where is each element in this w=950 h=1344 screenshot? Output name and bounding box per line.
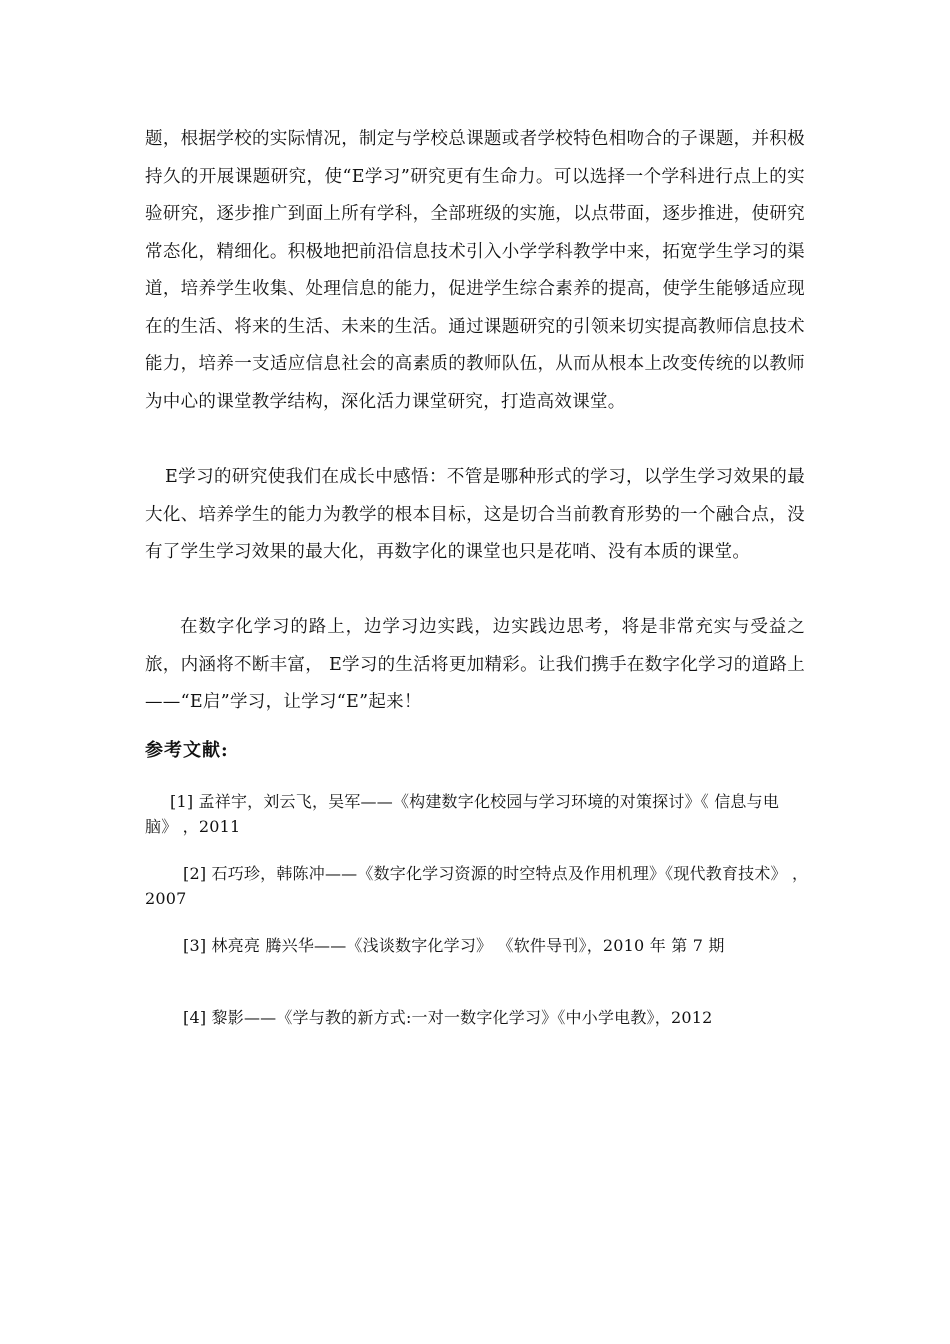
body-paragraph-1: 题，根据学校的实际情况，制定与学校总课题或者学校特色相吻合的子课题，并积极持久的开展课题研究，使“E学习”研究更有生命力。可以选择一个学科进行点上的实验研究，逐步推广到面上所有学科，全部班级的实施，以点带面，逐步推进，使研究常态化，精细化。积极地把前沿信息技术引入小学学科教学中来，拓宽学生学习的渠道，培养学生收集、处理信息的能力，促进学生综合素养的提高，使学生能够适应现在的生活、将来的生活、未来的生活。通过课题研究的引领来切实提高教师信息技术能力，培养一支适应信息社会的高素质的教师队伍，从而从根本上改变传统的以教师为中心的课堂教学结构，深化活力课堂研究，打造高效课堂。	[145, 129, 805, 412]
reference-item-3: [3] 林亮亮 腾兴华——《浅谈数字化学习》 《软件导刊》，2010 年 第 7 期	[183, 936, 725, 955]
references-heading: 参考文献:	[145, 740, 229, 761]
reference-item-1: [1] 孟祥宇，刘云飞，吴军——《构建数字化校园与学习环境的对策探讨》《 信息与电脑》 ，2011	[145, 792, 780, 836]
body-paragraph-3: 在数字化学习的路上，边学习边实践，边实践边思考，将是非常充实与受益之旅，内涵将不断丰富， E学习的生活将更加精彩。让我们携手在数字化学习的道路上——“E启”学习，让学习“E”起来！	[145, 617, 805, 712]
body-paragraph-2: E学习的研究使我们在成长中感悟：不管是哪种形式的学习，以学生学习效果的最大化、培养学生的能力为教学的根本目标，这是切合当前教育形势的一个融合点，没有了学生学习效果的最大化，再数字化的课堂也只是花哨、没有本质的课堂。	[145, 467, 805, 562]
reference-item-2: [2] 石巧珍，韩陈冲——《数字化学习资源的时空特点及作用机理》《现代教育技术》 ，2007	[145, 864, 809, 908]
reference-item-4: [4] 黎影——《学与教的新方式:一对一数字化学习》《中小学电教》，2012	[183, 1008, 713, 1027]
